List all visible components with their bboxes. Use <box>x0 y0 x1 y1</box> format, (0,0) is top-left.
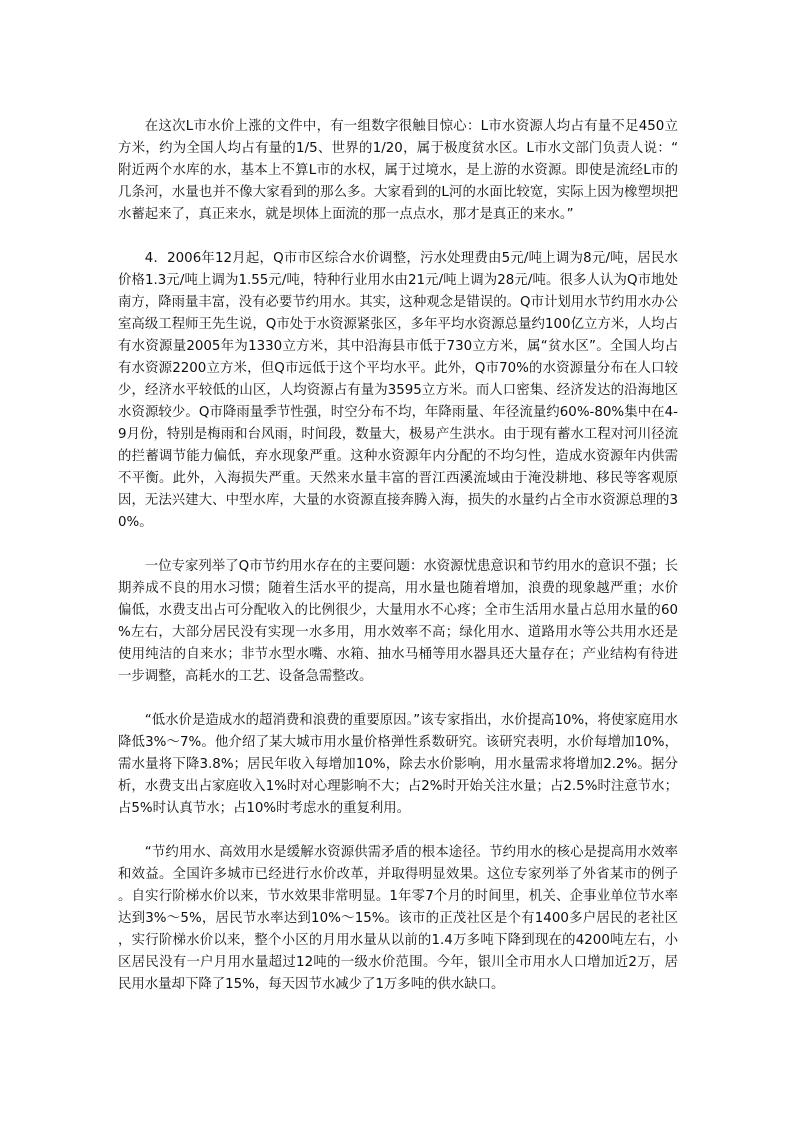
paragraph-low-water-price: “低水价是造成水的超消费和浪费的重要原因。”该专家指出，水价提高10%，将使家庭用水降低3%～7%。他介绍了某大城市用水量价格弹性系数研究。该研究表明，水价每增加10%，需水量将下降3.8%；居民年收入每增加10%，除去水价影响，用水量需求将增加2.2%。据分析，水费支出占家庭收入1%时对心理影响不大；占2%时开始关注水量；占2.5%时注意节水；占5%时认真节水；占10%时考虑水的重复利用。 <box>118 713 678 816</box>
paragraph-water-saving: “节约用水、高效用水是缓解水资源供需矛盾的根本途径。节约用水的核心是提高用水效率和效益。全国许多城市已经进行水价改革，并取得明显效果。这位专家列举了外省某市的例子。自实行阶梯水价以来，节水效果非常明显。1年零7个月的时间里，机关、企事业单位节水率达到3%～5%，居民节水率达到10%～15%。该市的正茂社区是个有1400多户居民的老社区，实行阶梯水价以来，整个小区的月用水量从以前的1.4万多吨下降到现在的4200吨左右，小区居民没有一户月用水量超过12吨的一级水价范围。今年，银川全市用水人口增加近2万，居民用水量却下降了15%，每天因节水减少了1万多吨的供水缺口。 <box>118 845 678 992</box>
paragraph-q-city-price-adjustment: 4．2006年12月起，Q市市区综合水价调整，污水处理费由5元/吨上调为8元/吨，居民水价格1.3元/吨上调为1.55元/吨，特种行业用水由21元/吨上调为28元/吨。很多人认为Q市地处南方，降雨量丰富，没有必要节约用水。其实，这种观念是错误的。Q市计划用水节约用水办公室高级工程师王先生说，Q市处于水资源紧张区，多年平均水资源总量约100亿立方米，人均占有水资源量2005年为1330立方米，其中沿海县市低于730立方米，属“贫水区”。全国人均占有水资源2200立方米，但Q市远低于这个平均水平。此外，Q市70%的水资源量分布在人口较少，经济水平较低的山区，人均资源占有量为3595立方米。而人口密集、经济发达的沿海地区水资源较少。Q市降雨量季节性强，时空分布不均，年降雨量、年径流量约60%-80%集中在4-9月份，特别是梅雨和台风雨，时间段，数量大，极易产生洪水。由于现有蓄水工程对河川径流的拦蓄调节能力偏低，弃水现象严重。这种水资源年内分配的不均匀性，造成水资源年内供需不平衡。此外，入海损失严重。天然来水量丰富的晋江西溪流域由于淹没耕地、移民等客观原因，无法兴建大、中型水库，大量的水资源直接奔腾入海，损失的水量约占全市水资源总理的30%。 <box>118 251 678 530</box>
paragraph-l-city-water: 在这次L市水价上涨的文件中，有一组数字很触目惊心：L市水资源人均占有量不足450立方米，约为全国人均占有量的1/5、世界的1/20，属于极度贫水区。L市水文部门负责人说：“附近两个水库的水，基本上不算L市的水权，属于过境水，是上游的水资源。即使是流经L市的几条河，水量也并不像大家看到的那么多。大家看到的L河的水面比较宽，实际上因为橡塑坝把水蓄起来了，真正来水，就是坝体上面流的那一点点水，那才是真正的来水。” <box>118 119 678 222</box>
document-body <box>118 116 678 1018</box>
paragraph-expert-problems: 一位专家列举了Q市节约用水存在的主要问题：水资源忧患意识和节约用水的意识不强；长期养成不良的用水习惯；随着生活水平的提高，用水量也随着增加，浪费的现象越严重；水价偏低，水费支出占可分配收入的比例很少，大量用水不心疼；全市生活用水量占总用水量的60%左右，大部分居民没有实现一水多用，用水效率不高；绿化用水、道路用水等公共用水还是使用纯洁的自来水；非节水型水嘴、水箱、抽水马桶等用水器具还大量存在；产业结构有待进一步调整，高耗水的工艺、设备急需整改。 <box>118 559 678 684</box>
